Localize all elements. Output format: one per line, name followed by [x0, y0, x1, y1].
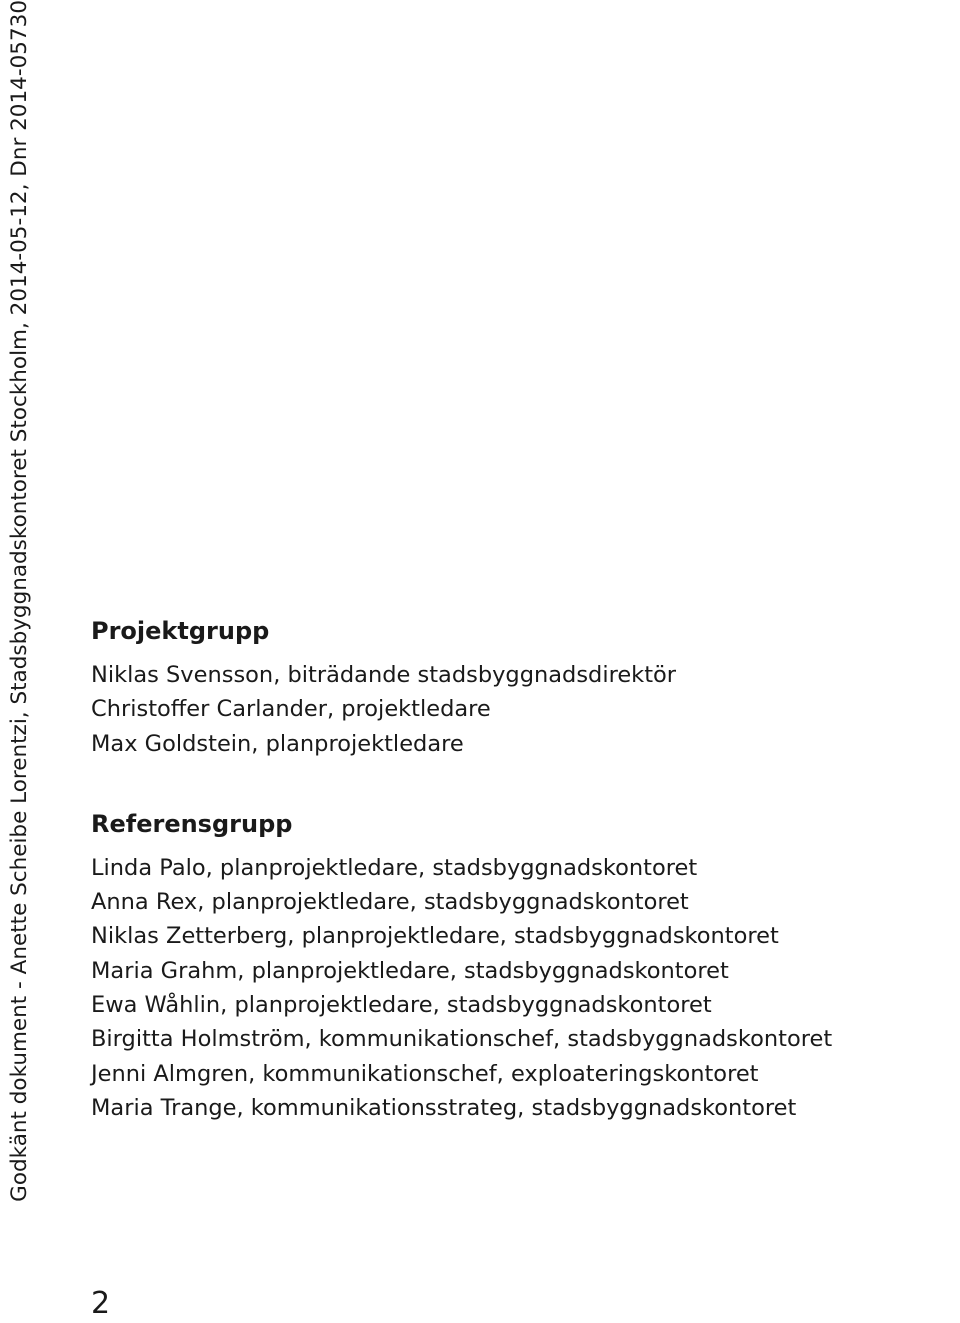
list-item: Ewa Wåhlin, planprojektledare, stadsbyggnadskontoret: [91, 992, 712, 1019]
document-body: [91, 614, 960, 1125]
list-item: Niklas Zetterberg, planprojektledare, stadsbyggnadskontoret: [91, 923, 779, 950]
list-item: Niklas Svensson, biträdande stadsbyggnadsdirektör: [91, 662, 677, 688]
list-item: Anna Rex, planprojektledare, stadsbyggnadskontoret: [91, 889, 689, 916]
referensgrupp-list: [91, 851, 960, 1125]
approval-stamp: Godkänt dokument - Anette Scheibe Lorentzi, Stadsbyggnadskontoret Stockholm, 2014-05-12, Dnr 2014-05730: [7, 0, 32, 1202]
list-item: Birgitta Holmström, kommunikationschef, stadsbyggnadskontoret: [91, 1026, 833, 1053]
list-item: Maria Trange, kommunikationsstrateg, stadsbyggnadskontoret: [91, 1094, 797, 1121]
list-item: Jenni Almgren, kommunikationschef, exploateringskontoret: [91, 1060, 759, 1087]
projektgrupp-list: [91, 658, 960, 761]
page-number: 2: [91, 1286, 111, 1321]
list-item: Maria Grahm, planprojektledare, stadsbyggnadskontoret: [91, 957, 729, 984]
list-item: Christoffer Carlander, projektledare: [91, 696, 491, 723]
list-item: Max Goldstein, planprojektledare: [91, 730, 464, 757]
referensgrupp-heading: Referensgrupp: [91, 809, 293, 838]
projektgrupp-heading: Projektgrupp: [91, 617, 270, 645]
list-item: Linda Palo, planprojektledare, stadsbyggnadskontoret: [91, 854, 698, 881]
